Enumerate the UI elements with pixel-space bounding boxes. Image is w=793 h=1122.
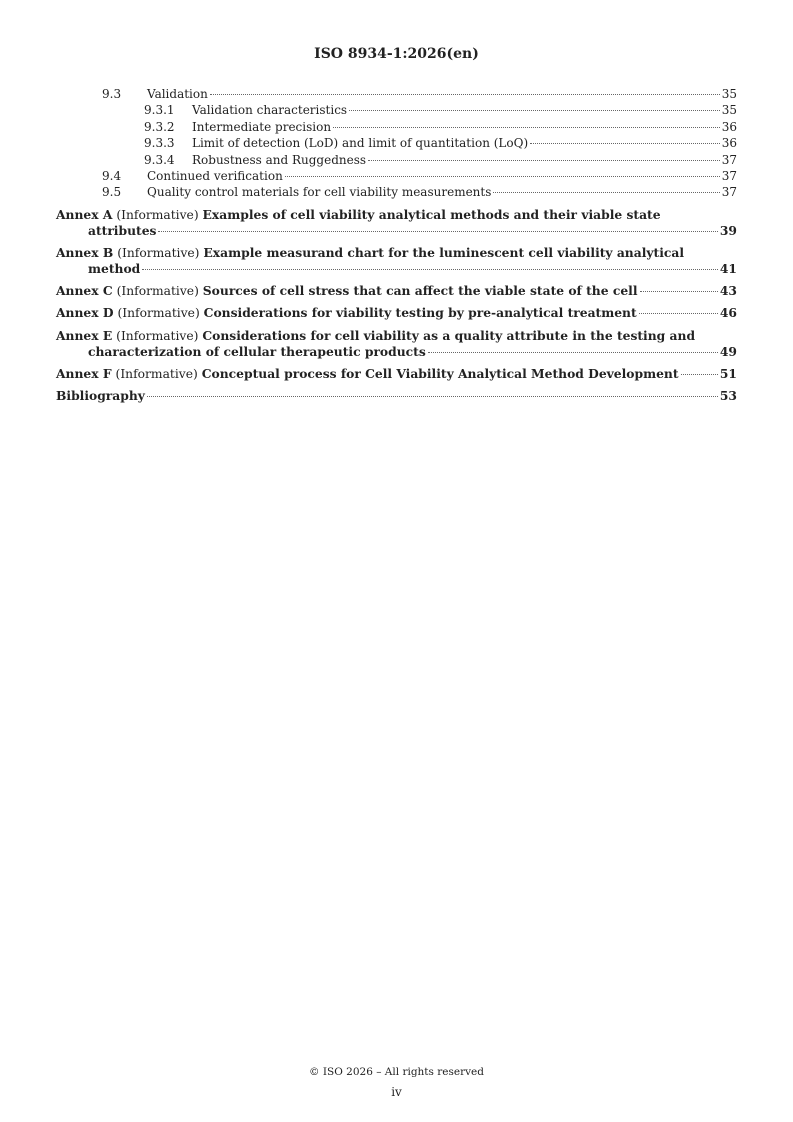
toc-annex-a[interactable]	[56, 207, 737, 239]
annex-type: (Informative)	[116, 328, 199, 343]
dot-leader	[639, 313, 718, 314]
annex-title: Conceptual process for Cell Viability Analytical Method Development	[201, 365, 679, 381]
toc-annex-e[interactable]	[56, 328, 737, 360]
annex-title-continued: attributes	[88, 223, 157, 239]
dot-leader	[681, 374, 718, 375]
toc-bibliography[interactable]	[56, 388, 737, 405]
toc-entry-page: 36	[721, 136, 737, 151]
page-number: iv	[391, 1085, 402, 1099]
annex-type: (Informative)	[115, 366, 198, 381]
toc-entry-9-3[interactable]	[56, 86, 737, 102]
annex-type: (Informative)	[117, 306, 200, 321]
toc-entry-number: 9.4	[102, 168, 122, 183]
dot-leader	[640, 291, 718, 292]
annex-page: 49	[719, 344, 737, 360]
toc-annex-f[interactable]	[56, 366, 737, 383]
toc-entry-9-3-1[interactable]	[56, 102, 737, 118]
toc-entry-number: 9.5	[102, 185, 122, 200]
bibliography-title: Bibliography	[56, 388, 145, 404]
annex-title: Considerations for viability testing by pre-analytical treatment	[203, 305, 637, 321]
annex-label: Annex B	[56, 244, 114, 260]
annex-page: 41	[719, 261, 737, 277]
page-header: ISO 8934-1:2026(en)	[314, 46, 479, 62]
dot-leader	[333, 127, 720, 128]
toc-entry-title: Intermediate precision	[192, 119, 332, 134]
annex-title-continued: method	[88, 261, 141, 277]
annex-label: Annex C	[56, 282, 113, 298]
dot-leader	[147, 396, 718, 397]
annex-type: (Informative)	[116, 283, 199, 298]
annex-page: 39	[719, 223, 737, 239]
toc-entry-title: Limit of detection (LoD) and limit of quantitation (LoQ)	[192, 136, 529, 151]
toc-entry-page: 37	[721, 152, 737, 167]
toc-entry-title: Validation	[147, 87, 208, 101]
dot-leader	[368, 160, 720, 161]
table-of-contents	[56, 86, 737, 405]
annex-title: Sources of cell stress that can affect the viable state of the cell	[202, 282, 638, 298]
toc-entry-number: 9.3.2	[144, 119, 175, 134]
toc-entry-9-3-4[interactable]	[56, 152, 737, 168]
copyright-notice: © ISO 2026 – All rights reserved	[309, 1066, 484, 1078]
toc-entry-title: Validation characteristics	[192, 103, 348, 118]
toc-entry-title: Robustness and Ruggedness	[192, 152, 367, 167]
toc-entry-page: 37	[721, 185, 737, 200]
annex-label: Annex E	[56, 327, 113, 343]
dot-leader	[210, 94, 720, 95]
toc-entry-number: 9.3.3	[144, 136, 175, 151]
toc-entry-9-4[interactable]	[56, 168, 737, 184]
bibliography-page: 53	[719, 388, 737, 404]
annex-page: 43	[719, 282, 737, 298]
toc-annex-c[interactable]	[56, 283, 737, 300]
annex-label: Annex A	[56, 206, 113, 222]
toc-annex-b[interactable]	[56, 245, 737, 277]
dot-leader	[158, 231, 717, 232]
toc-entry-number: 9.3.1	[144, 103, 175, 118]
annex-page: 46	[719, 305, 737, 321]
annex-title: Considerations for cell viability as a quality attribute in the testing and	[202, 327, 696, 343]
toc-entry-page: 36	[721, 119, 737, 134]
dot-leader	[142, 269, 718, 270]
annex-type: (Informative)	[116, 207, 199, 222]
toc-entry-title: Continued verification	[147, 168, 283, 183]
toc-entry-page: 37	[721, 168, 737, 183]
dot-leader	[285, 176, 720, 177]
toc-annex-d[interactable]	[56, 305, 737, 322]
toc-entry-page: 35	[721, 103, 737, 118]
annex-title: Examples of cell viability analytical methods and their viable state	[202, 206, 661, 222]
toc-entry-9-3-2[interactable]	[56, 119, 737, 135]
annex-page: 51	[719, 365, 737, 381]
annex-label: Annex F	[56, 365, 112, 381]
toc-entry-page: 35	[721, 87, 737, 101]
annex-title-continued: characterization of cellular therapeutic products	[88, 344, 426, 360]
toc-entry-title: Quality control materials for cell viability measurements	[147, 185, 492, 200]
dot-leader	[428, 352, 718, 353]
annex-type: (Informative)	[117, 245, 200, 260]
toc-entry-number: 9.3	[102, 87, 122, 101]
dot-leader	[530, 143, 720, 144]
annex-label: Annex D	[56, 305, 114, 321]
toc-entry-9-5[interactable]	[56, 184, 737, 200]
toc-entry-number: 9.3.4	[144, 152, 175, 167]
dot-leader	[349, 110, 720, 111]
dot-leader	[493, 192, 719, 193]
toc-entry-9-3-3[interactable]	[56, 135, 737, 151]
annex-title: Example measurand chart for the luminescent cell viability analytical	[203, 244, 685, 260]
